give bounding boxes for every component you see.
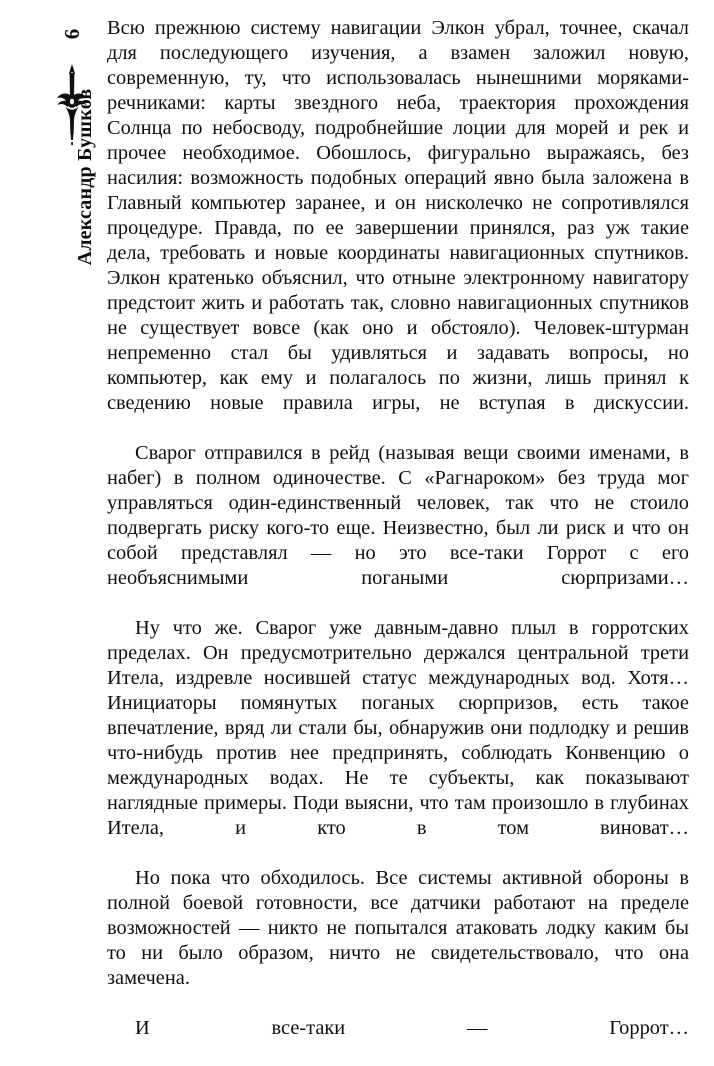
body-paragraph: Всю прежнюю систему навигации Элкон убрал, точнее, скачал для последующего изучения, а взамен заложил новую, современную, ту, что использовалась нынешними моряками-речниками: карты звездного неба, траектория прохождения Солнца по небосводу, подробнейшие лоции для морей и рек и прочее необходимое. Обошлось, фигурально выражаясь, без насилия: возможность подобных операций явно была заложена в Главный компьютер заранее, и он нисколечко не сопротивлялся процедуре. Правда, по ее завершении принялся, раз уж такие дела, требовать и новые координаты навигационных спутников. Элкон кратенько объяснил, что отныне электронному навигатору предстоит жить и работать так, словно навигационных спутников не существует вовсе (как оно и обстояло). Человек-штурман непременно стал бы удивляться и задавать вопросы, но компьютер, как ему и полагалось по жизни, лишь принял к сведению новые правила игры, не вступая в дискуссии. — [107, 17, 689, 414]
page-number: 6 — [59, 28, 84, 40]
body-text-column — [107, 16, 689, 1066]
body-paragraph: Но пока что обходилось. Все системы активной обороны в полной боевой готовности, все датчики работают на пределе возможностей — никто не попытался атаковать лодку каким бы то ни было образом, ничто не свидетельствовало, что она замечена. — [107, 867, 689, 989]
body-paragraph: Ну что же. Сварог уже давным-давно плыл в горротских пределах. Он предусмотрительно держался центральной трети Итела, издревле носившей статус международных вод. Хотя… Инициаторы помянутых поганых сюрпризов, есть такое впечатление, вряд ли стали бы, обнаружив они подлодку и решив что-нибудь против нее предпринять, соблюдать Конвенцию о международных водах. Не те субъекты, как показывают наглядные примеры. Поди выясни, что там произошло в глубинах Итела, и кто в том виноват… — [107, 617, 689, 839]
body-paragraph: Сварог отправился в рейд (называя вещи своими именами, в набег) в полном одиночестве. С «Рагнароком» без труда мог управляться один-единственный человек, так что не стоило подвергать риску кого-то еще. Неизвестно, был ли риск и что он собой представлял — но это все-таки Горрот с его необъяснимыми погаными сюрпризами… — [107, 442, 689, 589]
page-margin-column — [0, 0, 100, 1000]
running-head-author: Александр Бушков — [73, 88, 96, 266]
body-paragraph: И все-таки — Горрот… — [135, 1017, 689, 1039]
